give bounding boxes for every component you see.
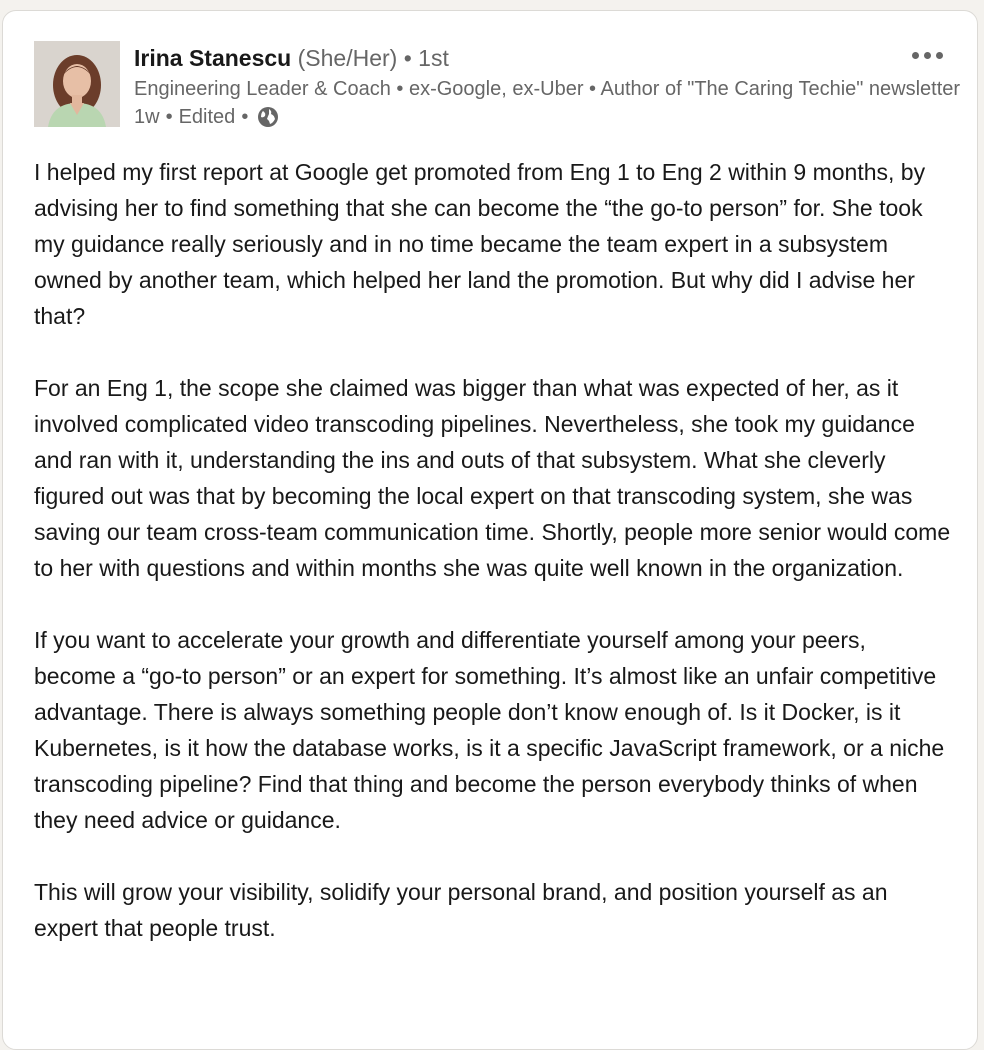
post-time[interactable]: 1w	[134, 106, 160, 128]
globe-icon	[256, 105, 280, 129]
author-name[interactable]: Irina Stanescu	[134, 45, 292, 71]
author-pronouns: (She/Her)	[297, 45, 398, 71]
edited-label: Edited	[178, 106, 236, 128]
separator-dot: •	[165, 106, 173, 128]
author-avatar[interactable]	[34, 41, 120, 127]
post-paragraph: I helped my first report at Google get promoted from Eng 1 to Eng 2 within 9 months, by advising her to find something that she can become the “the go-to person” for. She took my guidance really seriously and in no time became the team expert in a subsystem owned by another team, which helped her land the promotion. But why did I advise her that?	[34, 159, 926, 329]
separator-dot: •	[403, 45, 412, 71]
author-name-line	[134, 41, 894, 75]
author-headline: Engineering Leader & Coach • ex-Google, ex-Uber • Author of "The Caring Techie" newsletter	[134, 78, 961, 100]
post-card	[2, 10, 978, 1050]
post-header	[134, 41, 961, 131]
more-horizontal-icon	[924, 52, 931, 59]
post-paragraph: For an Eng 1, the scope she claimed was bigger than what was expected of her, as it involved complicated video transcoding pipelines. Nevertheless, she took my guidance and ran with it, understanding the ins and outs of that subsystem. What she cleverly figured out was that by becoming the local expert on that transcoding system, she was saving our team cross-team communication time. Shortly, people more senior would come to her with questions and within months she was quite well known in the organization.	[34, 375, 951, 581]
more-horizontal-icon	[912, 52, 919, 59]
separator-dot: •	[241, 106, 249, 128]
more-horizontal-icon	[936, 52, 943, 59]
post-body	[34, 154, 954, 982]
avatar-portrait	[34, 41, 120, 127]
more-options-button[interactable]	[907, 41, 947, 69]
post-paragraph: If you want to accelerate your growth and differentiate yourself among your peers, become a “go-to person” or an expert for something. It’s almost like an unfair competitive advantage. There is always something people don’t know enough of. Is it Docker, is it Kubernetes, is it how the database works, is it a specific JavaScript framework, or a niche transcoding pipeline? Find that thing and become the person everybody thinks of when they need advice or guidance.	[34, 627, 945, 833]
post-meta	[134, 103, 894, 131]
post-paragraph: This will grow your visibility, solidify your personal brand, and position yourself as an expert that people trust.	[34, 879, 888, 941]
connection-degree: 1st	[418, 45, 449, 71]
